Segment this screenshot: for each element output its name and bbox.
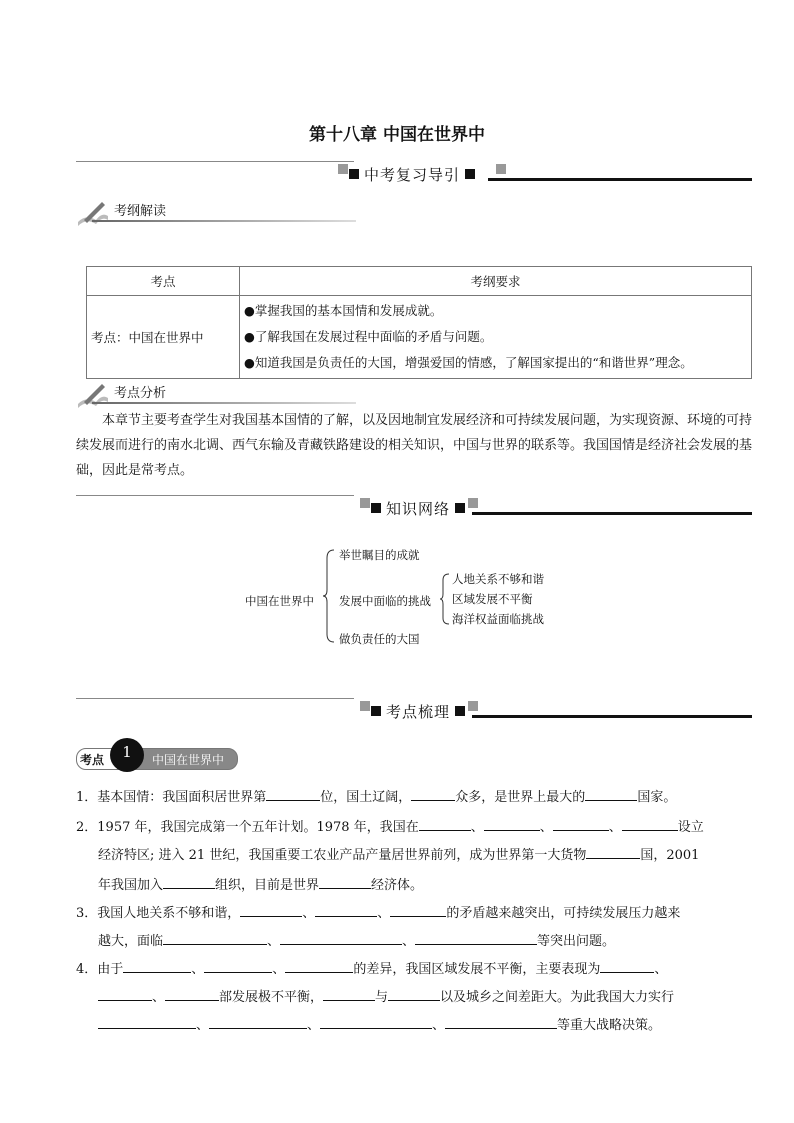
blank-field[interactable] bbox=[315, 902, 377, 917]
blank-field[interactable] bbox=[266, 786, 320, 801]
badge-name: 中国在世界中 bbox=[152, 753, 225, 767]
section-header-review-guide bbox=[76, 160, 752, 190]
subsection-label: 考纲解读 bbox=[114, 204, 167, 219]
table-header-cell: 考点 bbox=[87, 267, 240, 296]
blank-field[interactable] bbox=[204, 958, 272, 973]
square-bullet-icon bbox=[465, 169, 475, 179]
item-line: 、 部发展极不平衡， 与 以及城乡之间差距大。为此我国大力实行 bbox=[76, 986, 674, 1005]
divider bbox=[92, 402, 356, 404]
tree-node: 举世瞩目的成就 bbox=[339, 548, 420, 562]
tree-node: 海洋权益面临挑战 bbox=[452, 612, 544, 626]
badge-number: 1 bbox=[110, 738, 144, 772]
requirement-item: ●了解我国在发展过程中面临的矛盾与问题。 bbox=[244, 329, 493, 344]
page-title: 第十八章 中国在世界中 bbox=[309, 125, 485, 145]
blank-field[interactable] bbox=[411, 786, 455, 801]
blank-field[interactable] bbox=[280, 930, 402, 945]
square-bullet-icon bbox=[455, 503, 465, 513]
blank-field[interactable] bbox=[163, 930, 267, 945]
divider bbox=[472, 512, 752, 515]
blank-field[interactable] bbox=[586, 844, 640, 859]
square-decor-icon bbox=[468, 498, 478, 508]
blank-field[interactable] bbox=[415, 930, 537, 945]
subsection-label: 考点分析 bbox=[114, 386, 167, 401]
item-line: 4．由于 、 、 的差异，我国区域发展不平衡，主要表现为 、 bbox=[76, 958, 667, 977]
tree-node: 发展中面临的挑战 bbox=[339, 594, 431, 608]
table-header-row bbox=[87, 267, 752, 296]
blank-field[interactable] bbox=[388, 986, 440, 1001]
section-title: 知识网络 bbox=[366, 494, 470, 522]
kaodian-badge bbox=[76, 743, 246, 772]
tree-node: 做负责任的大国 bbox=[339, 632, 420, 646]
divider bbox=[76, 495, 354, 496]
blank-field[interactable] bbox=[285, 958, 353, 973]
divider bbox=[76, 698, 354, 699]
blank-field[interactable] bbox=[419, 816, 471, 831]
blank-field[interactable] bbox=[484, 816, 540, 831]
blank-field[interactable] bbox=[240, 902, 302, 917]
blank-field[interactable] bbox=[622, 816, 678, 831]
divider bbox=[92, 220, 356, 222]
review-items bbox=[76, 786, 766, 1046]
tree-node: 区域发展不平衡 bbox=[452, 592, 533, 606]
section-title: 中考复习导引 bbox=[344, 160, 480, 188]
outline-table bbox=[86, 266, 752, 379]
section-header-knowledge-network bbox=[76, 494, 752, 524]
blank-field[interactable] bbox=[123, 958, 191, 973]
brace-icon bbox=[322, 548, 336, 644]
blank-field[interactable] bbox=[319, 874, 371, 889]
table-header-cell: 考纲要求 bbox=[240, 267, 752, 296]
section-title: 考点梳理 bbox=[366, 697, 470, 725]
square-bullet-icon bbox=[455, 706, 465, 716]
brace-icon bbox=[439, 572, 451, 626]
blank-field[interactable] bbox=[585, 786, 637, 801]
blank-field[interactable] bbox=[600, 958, 654, 973]
table-cell-requirements bbox=[240, 296, 752, 379]
item-line: 越大，面临 、 、 等突出问题。 bbox=[76, 930, 615, 949]
blank-field[interactable] bbox=[163, 874, 215, 889]
badge-prefix: 考点 bbox=[80, 753, 105, 767]
blank-field[interactable] bbox=[165, 986, 219, 1001]
divider bbox=[76, 161, 354, 162]
item-line: 经济特区; 进入 21 世纪，我国重要工农业产品产量居世界前列，成为世界第一大货物 国，2001 bbox=[76, 844, 699, 863]
analysis-paragraph: 本章节主要考查学生对我国基本国情的了解，以及因地制宜发展经济和可持续发展问题，为实现资源、环境的可持续发展而进行的南水北调、西气东输及青藏铁路建设的相关知识，中国与世界的联系等。我国国情是经济社会发展的基础，因此是常考点。 bbox=[76, 413, 753, 478]
square-decor-icon bbox=[496, 164, 506, 174]
square-bullet-icon bbox=[371, 503, 381, 513]
requirement-item: ●掌握我国的基本国情和发展成就。 bbox=[244, 303, 443, 318]
blank-field[interactable] bbox=[323, 986, 375, 1001]
section-header-points-review bbox=[76, 697, 752, 727]
tree-root: 中国在世界中 bbox=[245, 594, 314, 608]
square-decor-icon bbox=[468, 701, 478, 711]
item-line: 2．1957 年，我国完成第一个五年计划。1978 年，我国在 、 、 、 设立 bbox=[76, 816, 704, 835]
item-line: 年我国加入 组织，目前是世界 经济体。 bbox=[76, 874, 423, 893]
square-bullet-icon bbox=[371, 706, 381, 716]
book-pen-icon bbox=[76, 380, 110, 410]
blank-field[interactable] bbox=[445, 1014, 557, 1029]
tree-node: 人地关系不够和谐 bbox=[452, 572, 544, 586]
divider bbox=[488, 178, 752, 181]
requirement-item: ●知道我国是负责任的大国，增强爱国的情感，了解国家提出的“和谐世界”理念。 bbox=[244, 355, 693, 370]
blank-field[interactable] bbox=[390, 902, 446, 917]
item-line: 3．我国人地关系不够和谐， 、 、 的矛盾越来越突出，可持续发展压力越来 bbox=[76, 902, 680, 921]
table-cell-topic: 考点：中国在世界中 bbox=[87, 296, 240, 379]
blank-field[interactable] bbox=[320, 1014, 432, 1029]
item-line: 1．基本国情：我国面积居世界第 位，国土辽阔， 众多，是世界上最大的 国家。 bbox=[76, 786, 676, 805]
blank-field[interactable] bbox=[98, 986, 152, 1001]
subsection-outline bbox=[76, 198, 356, 228]
blank-field[interactable] bbox=[209, 1014, 307, 1029]
book-pen-icon bbox=[76, 198, 110, 228]
item-line: 、 、 、 等重大战略决策。 bbox=[76, 1014, 661, 1033]
table-row bbox=[87, 296, 752, 379]
blank-field[interactable] bbox=[98, 1014, 196, 1029]
blank-field[interactable] bbox=[553, 816, 609, 831]
subsection-analysis bbox=[76, 380, 356, 410]
divider bbox=[472, 715, 752, 718]
square-bullet-icon bbox=[349, 169, 359, 179]
